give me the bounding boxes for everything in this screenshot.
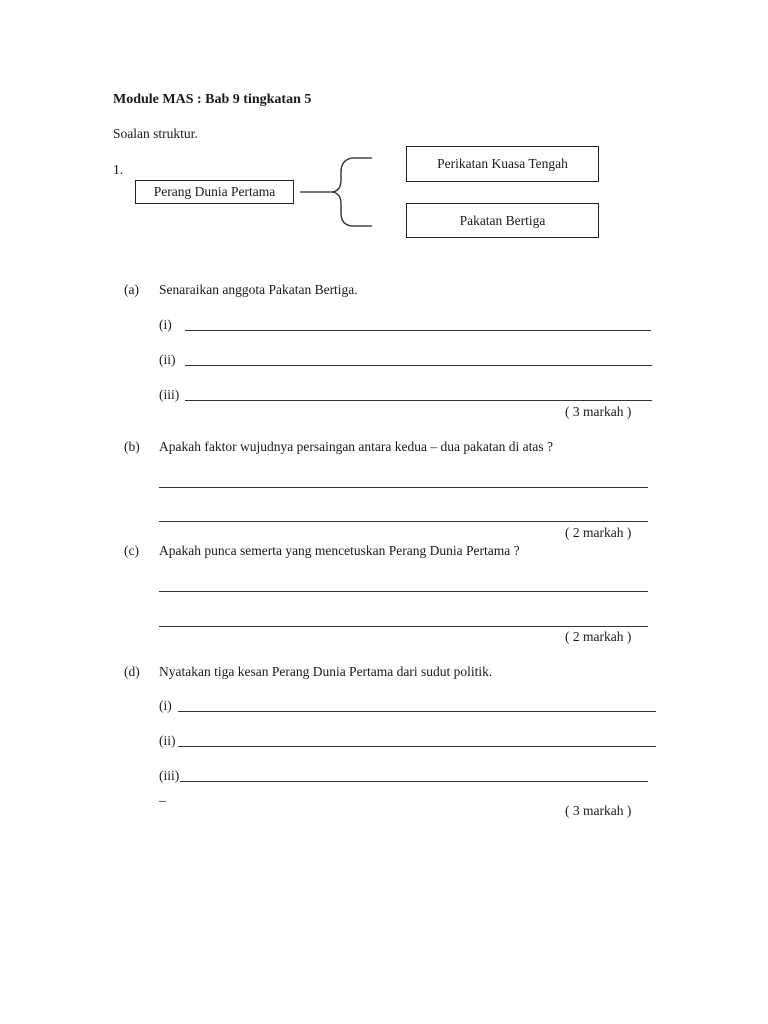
part-d-trailing-underscore: _ <box>159 788 166 803</box>
part-b-answer-line-2[interactable] <box>159 521 648 522</box>
part-d-label: (d) <box>124 664 140 679</box>
part-d-answer-line-ii[interactable] <box>178 746 656 747</box>
part-a-sub-ii-label: (ii) <box>159 352 176 367</box>
part-a-answer-line-i[interactable] <box>185 330 651 331</box>
part-a-answer-line-iii[interactable] <box>185 400 652 401</box>
part-c-label: (c) <box>124 543 139 558</box>
part-c-question: Apakah punca semerta yang mencetuskan Perang Dunia Pertama ? <box>159 543 520 558</box>
part-c-answer-line-1[interactable] <box>159 591 648 592</box>
part-d-sub-iii-label: (iii) <box>159 768 180 783</box>
part-d-question: Nyatakan tiga kesan Perang Dunia Pertama dari sudut politik. <box>159 664 493 679</box>
part-c-answer-line-2[interactable] <box>159 626 648 627</box>
worksheet-title: Module MAS : Bab 9 tingkatan 5 <box>113 92 312 107</box>
part-a-marks: ( 3 markah ) <box>565 404 632 419</box>
part-d-sub-ii-label: (ii) <box>159 733 176 748</box>
part-a-sub-i-label: (i) <box>159 317 172 332</box>
part-b-answer-line-1[interactable] <box>159 487 648 488</box>
part-b-marks: ( 2 markah ) <box>565 525 632 540</box>
part-d-marks: ( 3 markah ) <box>565 803 632 818</box>
part-d-sub-i-label: (i) <box>159 698 172 713</box>
diagram-box-pakatan-bertiga: Pakatan Bertiga <box>406 203 599 238</box>
part-a-answer-line-ii[interactable] <box>185 365 652 366</box>
question-number: 1. <box>113 162 124 177</box>
diagram-box-perang-dunia-pertama: Perang Dunia Pertama <box>135 180 294 204</box>
part-c-marks: ( 2 markah ) <box>565 629 632 644</box>
diagram-box-perikatan-kuasa-tengah: Perikatan Kuasa Tengah <box>406 146 599 182</box>
part-a-question: Senaraikan anggota Pakatan Bertiga. <box>159 282 358 297</box>
worksheet-subtitle: Soalan struktur. <box>113 126 198 141</box>
diagram-curly-brace <box>332 158 372 226</box>
part-b-question: Apakah faktor wujudnya persaingan antara kedua – dua pakatan di atas ? <box>159 439 553 454</box>
part-d-answer-line-i[interactable] <box>178 711 656 712</box>
part-d-answer-line-iii[interactable] <box>180 781 648 782</box>
part-a-label: (a) <box>124 282 139 297</box>
part-b-label: (b) <box>124 439 140 454</box>
part-a-sub-iii-label: (iii) <box>159 387 180 402</box>
